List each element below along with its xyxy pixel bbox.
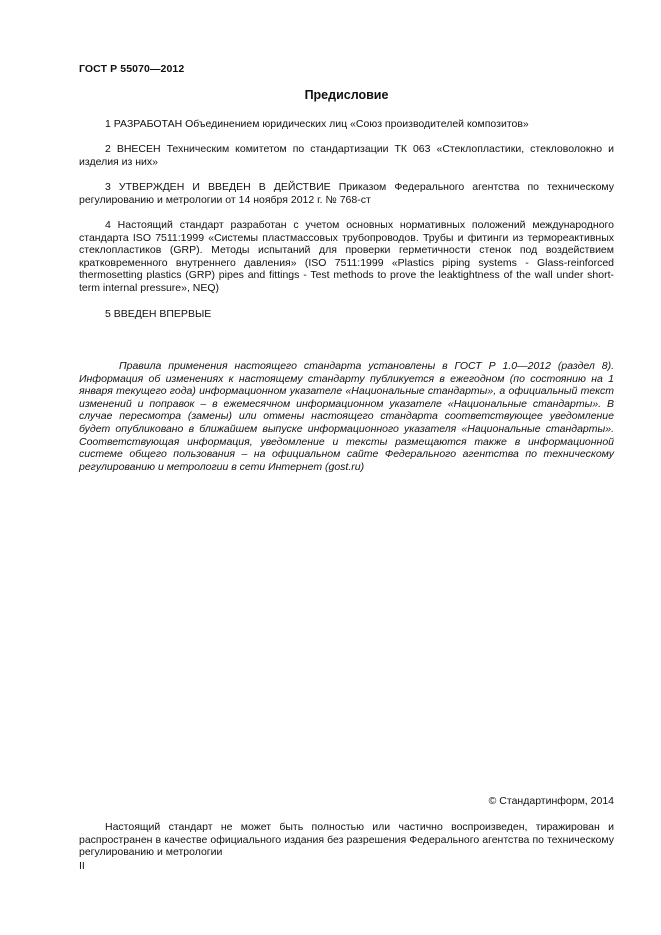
reproduction-notice: Настоящий стандарт не может быть полностью или частично воспроизведен, тиражирован и распространен в качестве официального издания без разрешения Федерального агентства по техническому регулированию и метрологии bbox=[79, 821, 614, 858]
page-number: II bbox=[79, 860, 85, 872]
page-title: Предисловие bbox=[304, 88, 389, 102]
application-rules-text: Правила применения настоящего стандарта установлены в ГОСТ Р 1.0—2012 (раздел 8). Информация об изменениях к настоящему стандарту публикуется в ежегодном (по состоянию на 1 января текущего года) информационном указателе «Национальные стандарты», а официальный текст изменений и поправок – в ежемесячном информационном указателе «Национальные стандарты». В случае пересмотра (замены) или отмены настоящего стандарта соответствующее уведомление будет опубликовано в ближайшем выпуске информационного указателя «Национальные стандарты». Соответствующая информация, уведомление и тексты размещаются также в информационной системе общего пользования – на официальном сайте Федерального агентства по техническому регулированию и метрологии в сети Интернет (gost.ru) bbox=[79, 360, 614, 473]
paragraph-international-standard: 4 Настоящий стандарт разработан с учетом основных нормативных положений международного стандарта ISO 7511:1999 «Системы пластмассовых трубопроводов. Трубы и фитинги из термореактивных стеклопластиков (GRP). Методы испытаний для проверки герметичности стенок под воздействием кратковременного внутреннего давления» (ISO 7511:1999 «Plastics piping systems - Glass-reinforced thermosetting plastics (GRP) pipes and fittings - Test methods to prove the leaktightness of the wall under short-term internal pressure», NEQ) bbox=[79, 219, 614, 294]
paragraph-introduced-first-time: 5 ВВЕДЕН ВПЕРВЫЕ bbox=[105, 308, 212, 320]
paragraph-submitted-by: 2 ВНЕСЕН Техническим комитетом по стандартизации ТК 063 «Стеклопластики, стекловолокно и изделия из них» bbox=[79, 143, 614, 168]
paragraph-developed-by: 1 РАЗРАБОТАН Объединением юридических лиц «Союз производителей композитов» bbox=[105, 118, 529, 130]
paragraph-approved: 3 УТВЕРЖДЕН И ВВЕДЕН В ДЕЙСТВИЕ Приказом Федерального агентства по техническому регулированию и метрологии от 14 ноября 2012 г. № 768-ст bbox=[79, 181, 614, 206]
document-code: ГОСТ Р 55070—2012 bbox=[79, 63, 185, 75]
copyright-line: © Стандартинформ, 2014 bbox=[488, 795, 614, 807]
